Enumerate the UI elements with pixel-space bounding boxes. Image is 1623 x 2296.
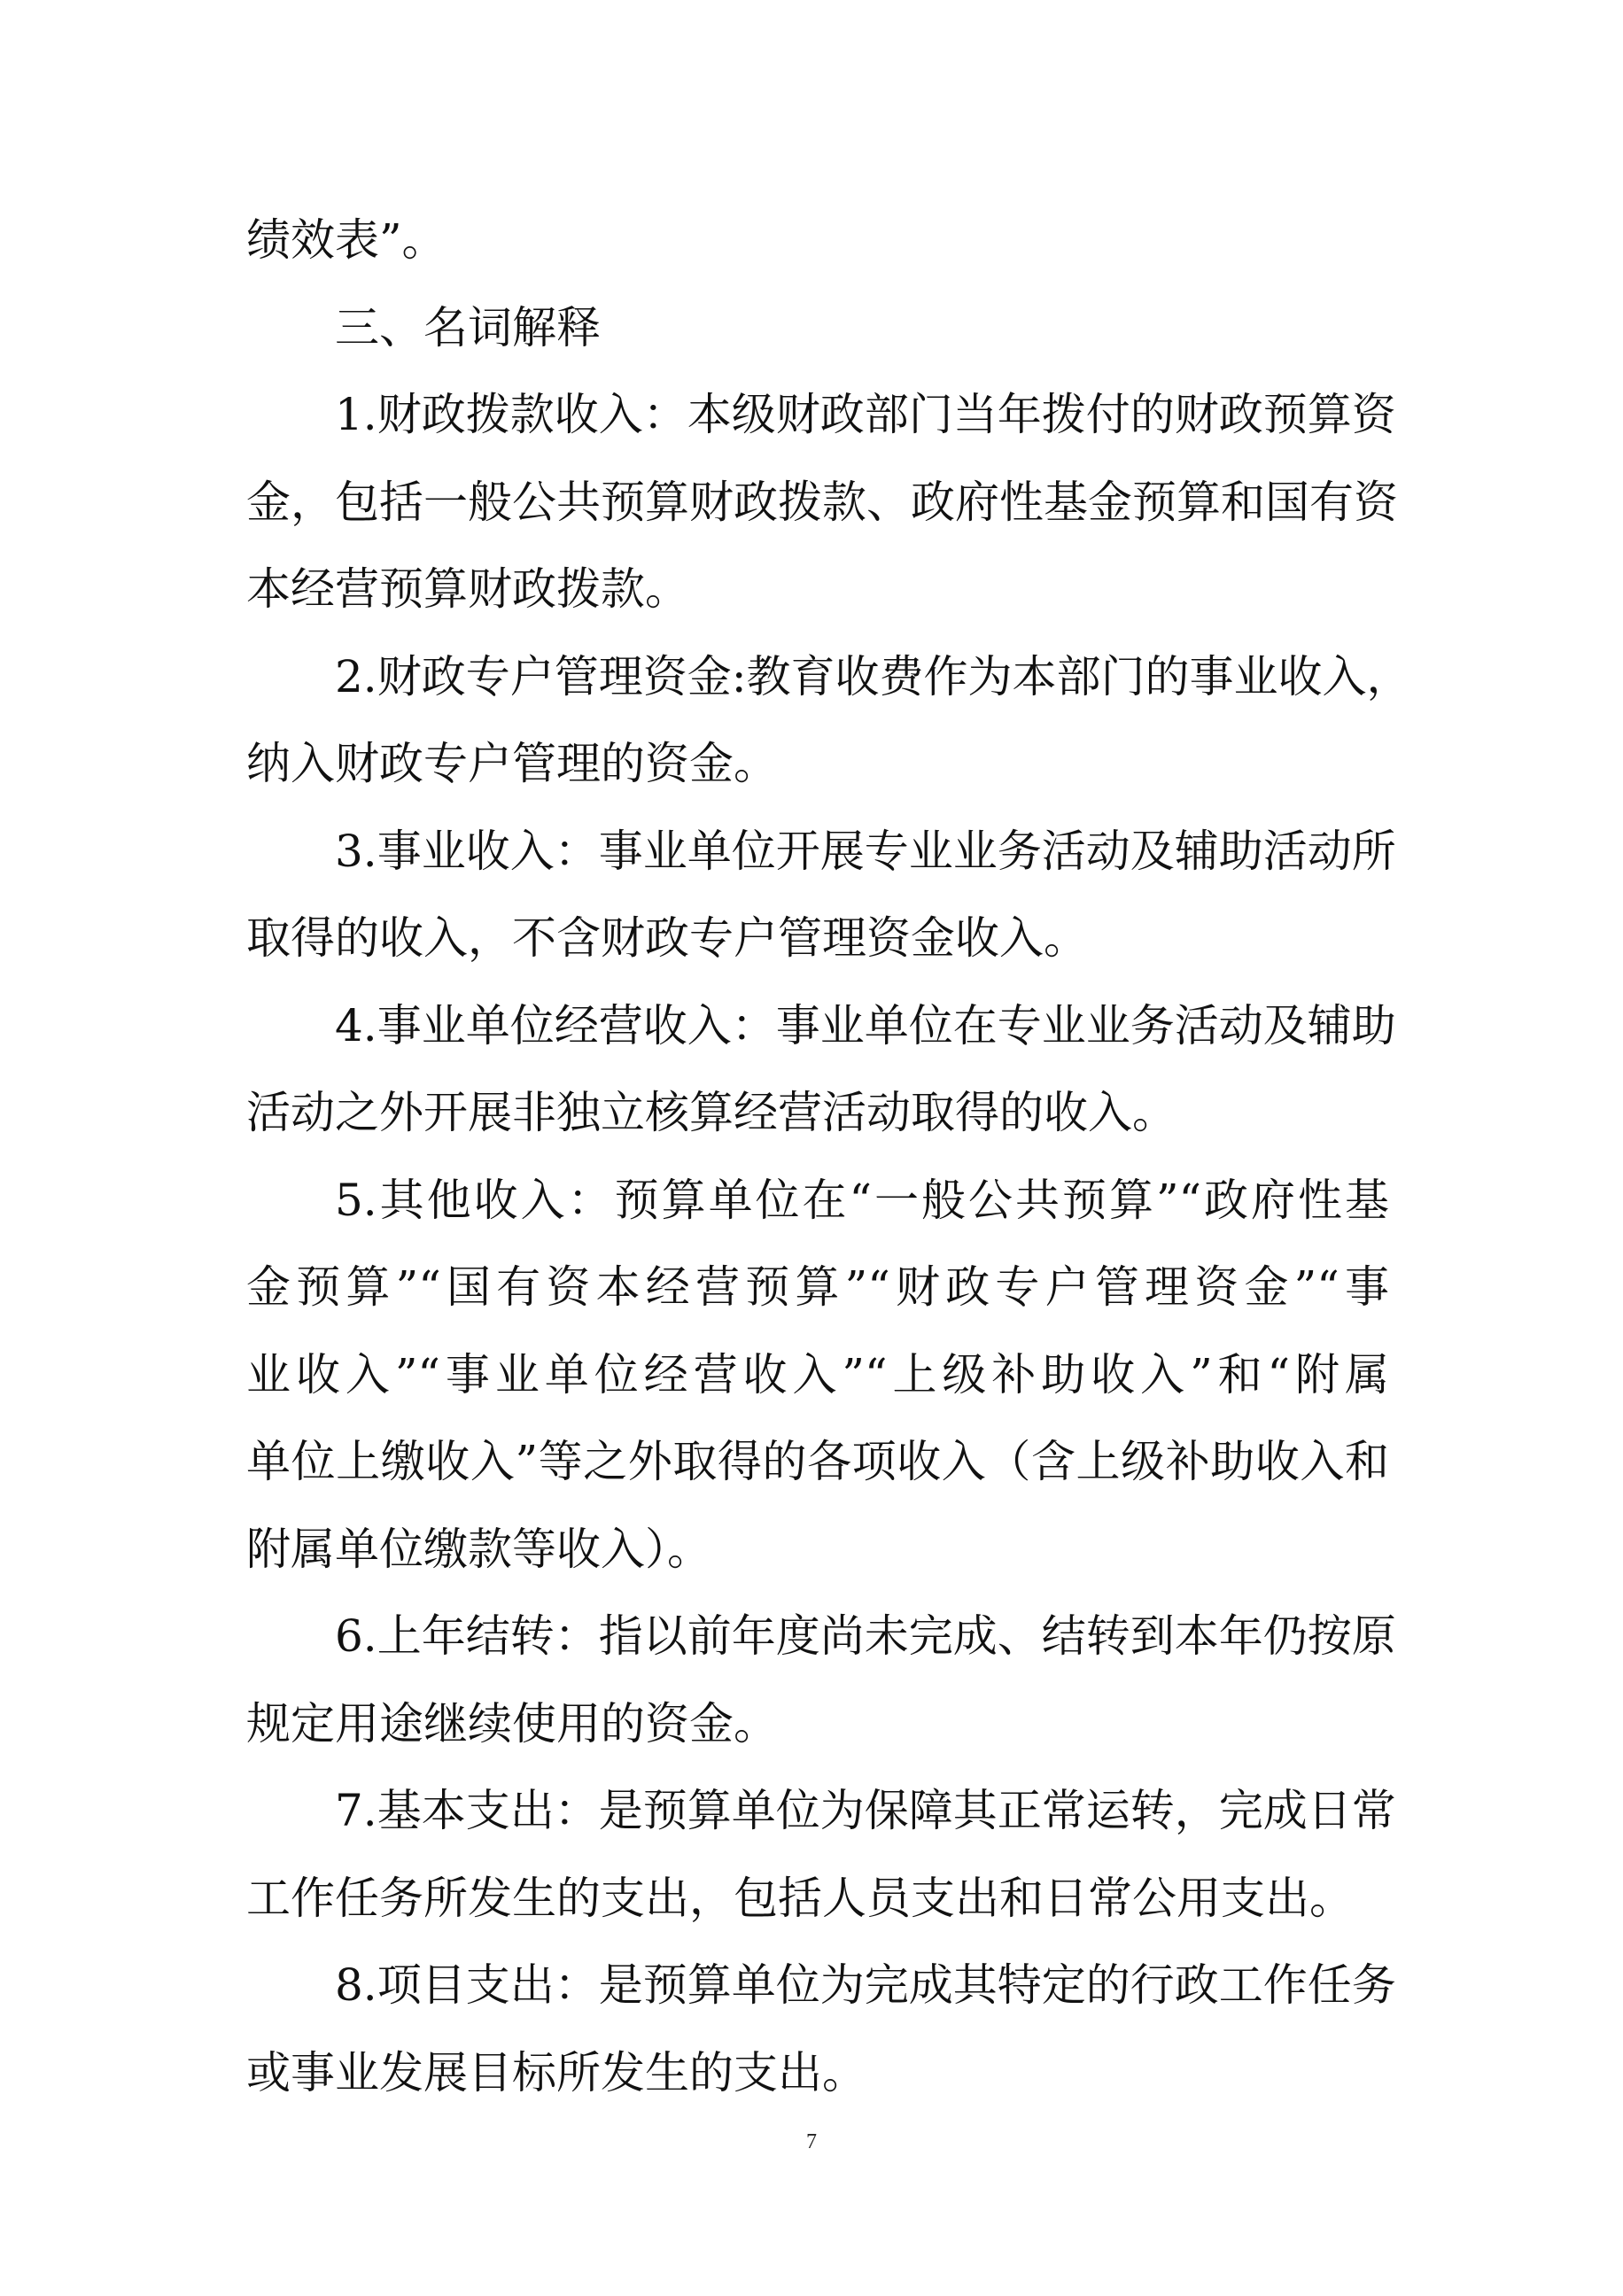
section-heading: 三、名词解释 [335, 301, 601, 353]
page-number: 7 [806, 2130, 817, 2153]
definition-1-line-2: 金，包括一般公共预算财政拨款、政府性基金预算和国有资 [246, 476, 1398, 528]
definition-5-line-2: 金预算”“国有资本经营预算”“财政专户管理资金”“事 [246, 1261, 1389, 1313]
definition-5-line-1: 5.其他收入：预算单位在“一般公共预算”“政府性基 [335, 1174, 1389, 1226]
definition-7-line-2: 工作任务所发生的支出，包括人员支出和日常公用支出。 [246, 1872, 1354, 1924]
definition-4-line-2: 活动之外开展非独立核算经营活动取得的收入。 [246, 1087, 1176, 1138]
definition-5-line-5: 附属单位缴款等收入）。 [246, 1523, 711, 1575]
definition-6-line-1: 6.上年结转：指以前年度尚未完成、结转到本年仍按原 [335, 1610, 1396, 1662]
definition-2-line-1: 2.财政专户管理资金:教育收费作为本部门的事业收入， [335, 650, 1411, 702]
definition-3-line-2: 取得的收入，不含财政专户管理资金收入。 [246, 912, 1088, 964]
definition-5-line-4: 单位上缴收入”等之外取得的各项收入（含上级补助收入和 [246, 1436, 1389, 1487]
definition-2-line-2: 纳入财政专户管理的资金。 [246, 738, 778, 789]
document-body [246, 197, 1411, 2116]
definition-5-line-3: 业收入”“事业单位经营收入”“上级补助收入”和“附属 [246, 1348, 1389, 1400]
definition-8-line-2: 或事业发展目标所发生的支出。 [246, 2046, 866, 2098]
definition-8-line-1: 8.项目支出：是预算单位为完成其特定的行政工作任务 [335, 1959, 1396, 2011]
text-line-continuation: 绩效表”。 [246, 214, 447, 266]
definition-6-line-2: 规定用途继续使用的资金。 [246, 1697, 778, 1749]
definition-1-line-3: 本经营预算财政拨款。 [246, 563, 689, 615]
definition-3-line-1: 3.事业收入：事业单位开展专业业务活动及辅助活动所 [335, 825, 1396, 877]
definition-7-line-1: 7.基本支出：是预算单位为保障其正常运转，完成日常 [335, 1785, 1396, 1836]
definition-1-line-1: 1.财政拨款收入：本级财政部门当年拨付的财政预算资 [335, 389, 1396, 440]
definition-4-line-1: 4.事业单位经营收入：事业单位在专业业务活动及辅助 [335, 999, 1396, 1051]
